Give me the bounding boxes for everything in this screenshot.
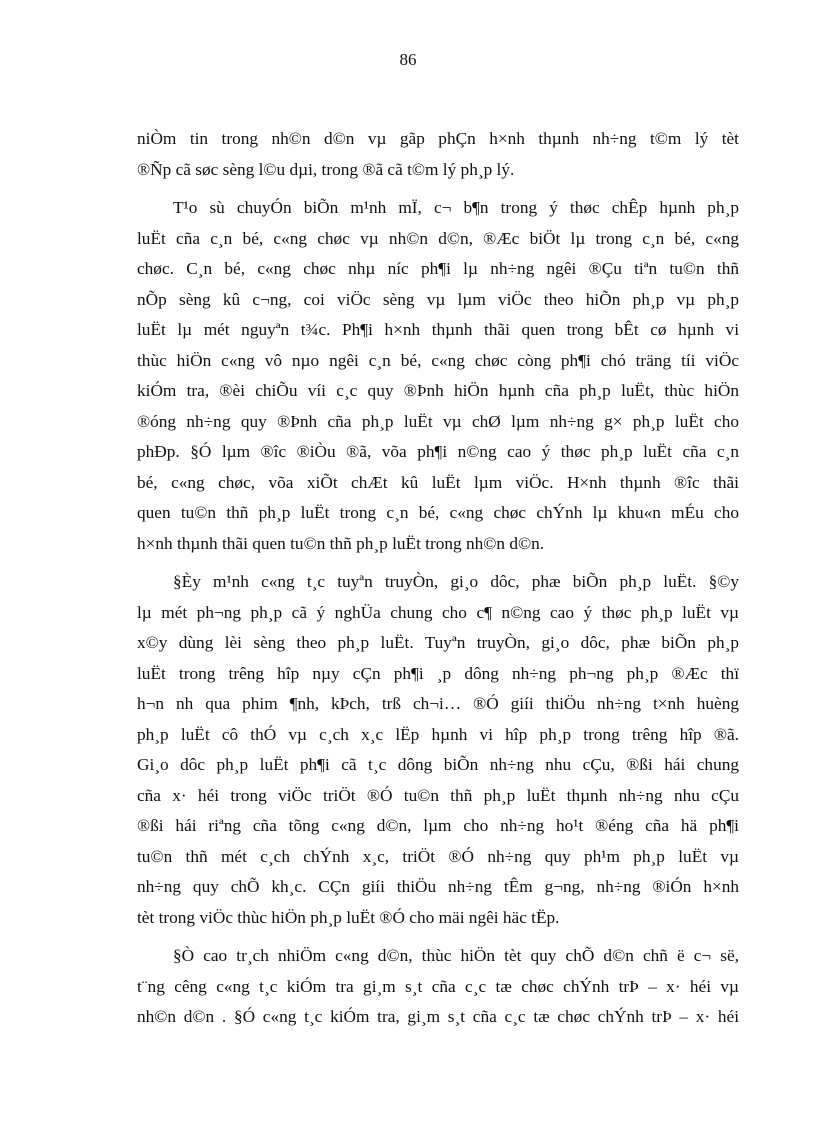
text-line: ®ßi hái riªng cña tõng c«ng d©n, lµm cho nh÷ng ho¹t ®éng cña hä ph¶i <box>137 816 739 835</box>
text-line: bé, c«ng chøc, võa xiÕt chÆt kû luËt lµm viÖc. H×nh thµnh ®îc thãi <box>137 472 739 492</box>
text-line: tèt trong viÖc thùc hiÖn ph¸p luËt ®Ó cho mäi ngêi häc tËp. <box>137 907 560 927</box>
text-line: t¨ng cêng c«ng t¸c kiÓm tra gi¸m s¸t cña c¸c tæ chøc chÝnh trÞ – x· héi vµ <box>137 976 739 996</box>
body-text <box>137 124 739 1041</box>
text-line: quen tu©n thñ ph¸p luËt trong c¸n bé, c«ng chøc chÝnh lµ khu«n mÉu cho <box>137 503 739 522</box>
text-line: §Èy m¹nh c«ng t¸c tuyªn truyÒn, gi¸o dôc, phæ biÕn ph¸p luËt. §©y <box>173 572 739 591</box>
text-line: ®óng nh÷ng quy ®Þnh cña ph¸p luËt vµ chØ lµm nh÷ng g× ph¸p luËt cho <box>137 411 739 431</box>
text-line: x©y dùng lèi sèng theo ph¸p luËt. Tuyªn truyÒn, gi¸o dôc, phæ biÕn ph¸p <box>137 633 739 652</box>
text-line: ph¸p luËt cô thÓ vµ c¸ch x¸c lËp hµnh vi hîp ph¸p trong trêng hîp ®ã. <box>137 724 739 744</box>
page-number: 86 <box>399 50 417 69</box>
text-line: Gi¸o dôc ph¸p luËt ph¶i cã t¸c dông biÕn nh÷ng nhu cÇu, ®ßi hái chung <box>137 755 739 774</box>
paragraph-3 <box>137 567 739 933</box>
text-line: T¹o sù chuyÓn biÕn m¹nh mÏ, c¬ b¶n trong ý thøc chÊp hµnh ph¸p <box>173 198 739 217</box>
text-line: luËt trong trêng hîp nµy cÇn ph¶i ¸p dông nh÷ng ph¬ng ph¸p ®Æc thï <box>137 663 739 683</box>
text-line: cña x· héi trong viÖc triÖt ®Ó tu©n thñ ph¸p luËt thµnh nh÷ng nhu cÇu <box>137 785 739 805</box>
text-line: chøc. C¸n bé, c«ng chøc nhµ níc ph¶i lµ nh÷ng ngêi ®Çu tiªn tu©n thñ <box>137 259 739 278</box>
paragraph-2 <box>137 193 739 559</box>
text-line: phÐp. §Ó lµm ®îc ®iÒu ®ã, võa ph¶i n©ng cao ý thøc ph¸p luËt cña c¸n <box>137 442 739 461</box>
text-line: ®Ñp cã søc sèng l©u dµi, trong ®ã cã t©m lý ph¸p lý. <box>137 159 515 179</box>
text-line: nh©n d©n . §Ó c«ng t¸c kiÓm tra, gi¸m s¸t cña c¸c tæ chøc chÝnh trÞ – x· héi <box>137 1007 739 1026</box>
text-line: lµ mét ph¬ng ph¸p cã ý nghÜa chung cho c¶ n©ng cao ý thøc ph¸p luËt vµ <box>137 602 739 622</box>
text-line: h¬n nh qua phim ¶nh, kÞch, trß ch¬i… ®Ó giíi thiÖu nh÷ng t×nh huèng <box>137 694 739 713</box>
text-line: luËt cña c¸n bé, c«ng chøc vµ nh©n d©n, ®Æc biÖt lµ trong c¸n bé, c«ng <box>137 228 739 248</box>
text-line: kiÓm tra, ®èi chiÕu víi c¸c quy ®Þnh hiÖn hµnh cña ph¸p luËt, thùc hiÖn <box>137 381 739 400</box>
text-line: §Ò cao tr¸ch nhiÖm c«ng d©n, thùc hiÖn tèt quy chÕ d©n chñ ë c¬ së, <box>173 946 739 965</box>
text-line: nÕp sèng kû c¬ng, coi viÖc sèng vµ lµm viÖc theo hiÕn ph¸p vµ ph¸p <box>137 289 739 309</box>
paragraph-4 <box>137 941 739 1033</box>
text-line: tu©n thñ mét c¸ch chÝnh x¸c, triÖt ®Ó nh÷ng quy ph¹m ph¸p luËt vµ <box>137 846 739 866</box>
text-line: luËt lµ mét nguyªn t¾c. Ph¶i h×nh thµnh thãi quen trong bÊt cø hµnh vi <box>137 320 739 339</box>
text-line: nh÷ng quy chÕ kh¸c. CÇn giíi thiÖu nh÷ng tÊm g¬ng, nh÷ng ®iÓn h×nh <box>137 877 739 896</box>
text-line: thùc hiÖn c«ng vô nµo ngêi c¸n bé, c«ng chøc còng ph¶i chó träng tíi viÖc <box>137 350 739 370</box>
paragraph-1 <box>137 124 739 185</box>
text-line: h×nh thµnh thãi quen tu©n thñ ph¸p luËt trong nh©n d©n. <box>137 533 545 553</box>
text-line: niÒm tin trong nh©n d©n vµ gãp phÇn h×nh thµnh nh÷ng t©m lý tèt <box>137 129 739 148</box>
